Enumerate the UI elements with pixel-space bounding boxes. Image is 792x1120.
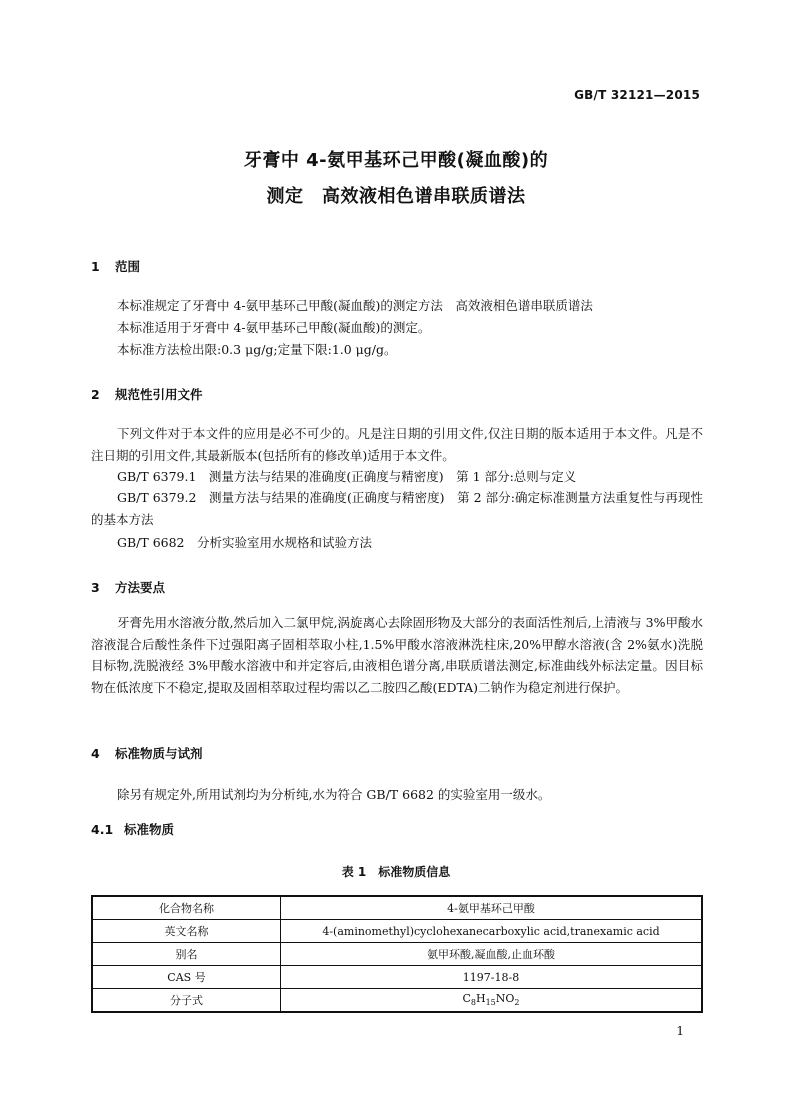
reference-gbt-6379-1: GB/T 6379.1 测量方法与结果的准确度(正确度与精密度) 第 1 部分:总则与定义	[117, 469, 577, 484]
references-intro: 下列文件对于本文件的应用是必不可少的。凡是注日期的引用文件,仅注日期的版本适用于本文件。凡是不注日期的引用文件,其最新版本(包括所有的修改单)适用于本文件。	[91, 426, 703, 463]
section-title: 规范性引用文件	[115, 387, 203, 402]
scope-line-3: 本标准方法检出限:0.3 μg/g;定量下限:1.0 μg/g。	[117, 342, 397, 357]
section-2-heading	[91, 385, 203, 403]
table-value: 氨甲环酸,凝血酸,止血环酸	[281, 943, 703, 966]
table-row	[92, 989, 702, 1013]
section-number: 2	[91, 387, 100, 402]
molecular-formula: $C_8H_{15}NO_2$	[281, 989, 703, 1013]
section-title: 范围	[115, 259, 141, 274]
document-title-line-2: 测定 高效液相色谱串联质谱法	[266, 186, 526, 207]
scope-line-1: 本标准规定了牙膏中 4-氨甲基环己甲酸(凝血酸)的测定方法 高效液相色谱串联质谱法	[117, 298, 593, 313]
section-4-heading	[91, 744, 203, 762]
table-value: 4-氨甲基环己甲酸	[281, 896, 703, 920]
table-key: 别名	[92, 943, 281, 966]
section-1-heading	[91, 257, 140, 275]
table-key: 英文名称	[92, 920, 281, 943]
table-value: 4-(aminomethyl)cyclohexanecarboxylic acid,tranexamic acid	[281, 920, 703, 943]
table-row	[92, 920, 702, 943]
document-title-line-1: 牙膏中 4-氨甲基环己甲酸(凝血酸)的	[243, 150, 549, 171]
page-number: 1	[676, 1024, 684, 1038]
table-row	[92, 966, 702, 989]
section-4-1-heading	[91, 820, 174, 838]
section-number: 4	[91, 746, 100, 761]
section-number: 1	[91, 259, 100, 274]
section-title: 方法要点	[115, 580, 166, 595]
section-3-heading	[91, 578, 165, 596]
table-caption: 表 1 标准物质信息	[341, 865, 451, 879]
section-title: 标准物质与试剂	[115, 746, 203, 761]
table-row	[92, 943, 702, 966]
method-principle-paragraph: 牙膏先用水溶液分散,然后加入二氯甲烷,涡旋离心去除固形物及大部分的表面活性剂后,上清液与 3%甲酸水溶液混合后酸性条件下过强阳离子固相萃取小柱,1.5%甲酸水溶液淋洗柱床,20%甲醇水溶液(含 2%氨水)洗脱目标物,洗脱液经 3%甲酸水溶液中和并定容后,由液相色谱分离,串联质谱法测定,标准曲线外标法定量。因目标物在低浓度下不稳定,提取及固相萃取过程均需以乙二胺四乙酸(EDTA)二钠作为稳定剂进行保护。	[91, 615, 703, 695]
table-row	[92, 896, 702, 920]
section-title: 标准物质	[124, 822, 175, 837]
section-number: 3	[91, 580, 100, 595]
standard-number: GB/T 32121—2015	[574, 88, 700, 102]
reference-gbt-6379-2: GB/T 6379.2 测量方法与结果的准确度(正确度与精密度) 第 2 部分:确定标准测量方法重复性与再现性的基本方法	[91, 490, 703, 527]
reference-gbt-6682: GB/T 6682 分析实验室用水规格和试验方法	[117, 535, 373, 550]
scope-line-2: 本标准适用于牙膏中 4-氨甲基环己甲酸(凝血酸)的测定。	[117, 320, 431, 335]
table-key: CAS 号	[92, 966, 281, 989]
table-value: 1197-18-8	[281, 966, 703, 989]
section-number: 4.1	[91, 822, 114, 837]
reference-material-table	[91, 895, 703, 1013]
table-key: 分子式	[92, 989, 281, 1013]
table-key: 化合物名称	[92, 896, 281, 920]
reagents-paragraph: 除另有规定外,所用试剂均为分析纯,水为符合 GB/T 6682 的实验室用一级水。	[117, 787, 551, 802]
